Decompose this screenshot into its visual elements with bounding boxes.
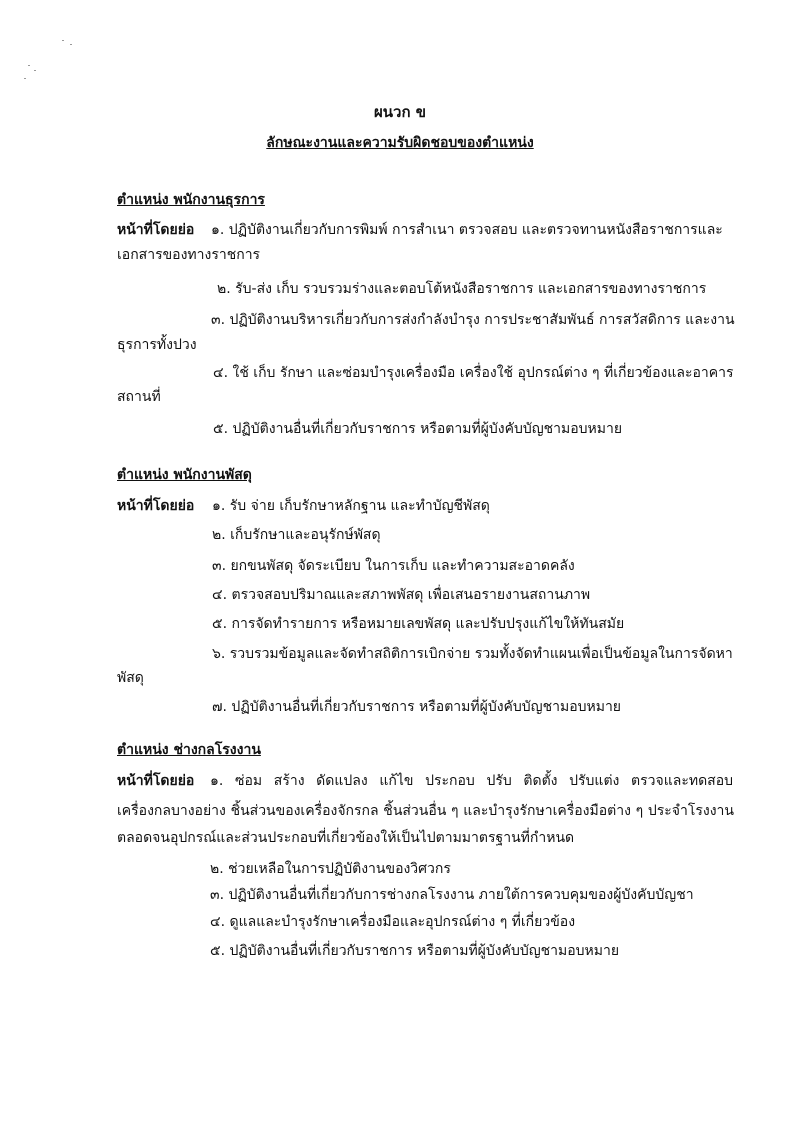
list-item-continued: เอกสารของทางราชการ bbox=[117, 247, 261, 263]
list-item: ๔. ตรวจสอบปริมาณและสภาพพัสดุ เพื่อเสนอรายงานสถานภาพ bbox=[212, 587, 591, 603]
list-item: ๒. รับ-ส่ง เก็บ รวบรวมร่างและตอบโต้หนังสือราชการ และเอกสารของทางราชการ bbox=[217, 281, 707, 297]
scan-speck bbox=[70, 44, 72, 45]
list-item: ๒. เก็บรักษาและอนุรักษ์พัสดุ bbox=[212, 527, 381, 543]
list-item-continued: ธุรการทั้งปวง bbox=[117, 337, 197, 353]
duty-label: หน้าที่โดยย่อ bbox=[117, 498, 195, 514]
scan-speck bbox=[34, 70, 36, 71]
list-item-continued: เครื่องกลบางอย่าง ชิ้นส่วนของเครื่องจักรกล ชิ้นส่วนอื่น ๆ และบำรุงรักษาเครื่องมือต่าง ๆ ประจำโรงงาน bbox=[117, 803, 734, 819]
section-heading: ตำแหน่ง พนักงานธุรการ bbox=[117, 192, 265, 208]
list-item: ๑. ปฏิบัติงานเกี่ยวกับการพิมพ์ การสำเนา ตรวจสอบ และตรวจทานหนังสือราชการและ bbox=[211, 222, 723, 238]
page-title: ผนวก ข bbox=[373, 103, 427, 121]
list-item-continued: สถานที่ bbox=[117, 389, 161, 405]
list-item: ๓. ปฏิบัติงานบริหารเกี่ยวกับการส่งกำลังบำรุง การประชาสัมพันธ์ การสวัสดิการ และงาน bbox=[211, 312, 735, 328]
page-subtitle: ลักษณะงานและความรับผิดชอบของตำแหน่ง bbox=[266, 135, 534, 151]
duty-label: หน้าที่โดยย่อ bbox=[117, 773, 195, 789]
list-item-continued: พัสดุ bbox=[117, 670, 144, 686]
list-item: ๔. ใช้ เก็บ รักษา และซ่อมบำรุงเครื่องมือ เครื่องใช้ อุปกรณ์ต่าง ๆ ที่เกี่ยวข้องและอาคาร bbox=[213, 365, 734, 381]
list-item: ๓. ปฏิบัติงานอื่นที่เกี่ยวกับการช่างกลโรงงาน ภายใต้การควบคุมของผู้บังคับบัญชา bbox=[210, 887, 694, 903]
list-item: ๔. ดูแลและบำรุงรักษาเครื่องมือและอุปกรณ์ต่าง ๆ ที่เกี่ยวข้อง bbox=[210, 914, 576, 930]
list-item: ๒. ช่วยเหลือในการปฏิบัติงานของวิศวกร bbox=[210, 861, 451, 877]
scan-speck bbox=[62, 40, 64, 41]
list-item: ๗. ปฏิบัติงานอื่นที่เกี่ยวกับราชการ หรือตามที่ผู้บังคับบัญชามอบหมาย bbox=[212, 699, 622, 715]
list-item: ๑. รับ จ่าย เก็บรักษาหลักฐาน และทำบัญชีพัสดุ bbox=[212, 498, 490, 514]
scan-speck bbox=[28, 65, 30, 66]
list-item: ๕. ปฏิบัติงานอื่นที่เกี่ยวกับราชการ หรือตามที่ผู้บังคับบัญชามอบหมาย bbox=[210, 943, 620, 959]
list-item: ๖. รวบรวมข้อมูลและจัดทำสถิติการเบิกจ่าย รวมทั้งจัดทำแผนเพื่อเป็นข้อมูลในการจัดหา bbox=[212, 646, 733, 662]
section-heading: ตำแหน่ง ช่างกลโรงงาน bbox=[117, 742, 261, 758]
duty-label: หน้าที่โดยย่อ bbox=[117, 222, 195, 238]
list-item: ๓. ยกขนพัสดุ จัดระเบียบ ในการเก็บ และทำความสะอาดคลัง bbox=[212, 558, 575, 574]
scan-speck bbox=[24, 78, 26, 79]
list-item: ๕. ปฏิบัติงานอื่นที่เกี่ยวกับราชการ หรือตามที่ผู้บังคับบัญชามอบหมาย bbox=[213, 421, 623, 437]
list-item-continued: ตลอดจนอุปกรณ์และส่วนประกอบที่เกี่ยวข้องให้เป็นไปตามมาตรฐานที่กำหนด bbox=[117, 830, 575, 846]
list-item: ๕. การจัดทำรายการ หรือหมายเลขพัสดุ และปรับปรุงแก้ไขให้ทันสมัย bbox=[212, 616, 625, 632]
list-item: ๑. ซ่อม สร้าง ดัดแปลง แก้ไข ประกอบ ปรับ ติดตั้ง ปรับแต่ง ตรวจและทดสอบ bbox=[210, 773, 733, 789]
section-heading: ตำแหน่ง พนักงานพัสดุ bbox=[117, 467, 252, 483]
